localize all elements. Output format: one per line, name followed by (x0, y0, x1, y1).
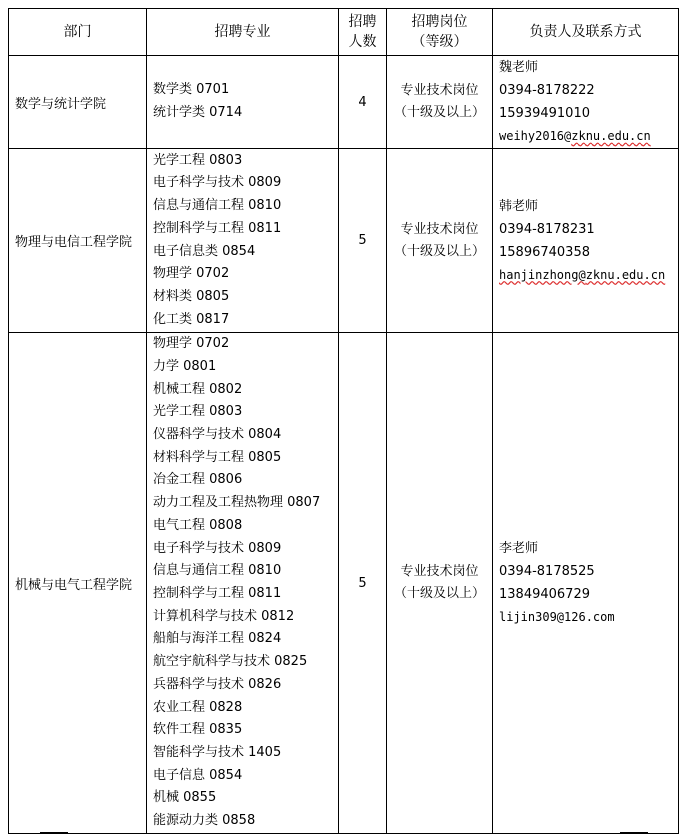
major-item: 材料科学与工程 0805 (153, 449, 282, 465)
major-item: 信息与通信工程 0810 (153, 563, 282, 579)
major-item: 船舶与海洋工程 0824 (153, 631, 282, 647)
contact-email[interactable] (499, 125, 678, 148)
major-item: 信息与通信工程 0810 (153, 198, 282, 214)
footer-divider-left (40, 832, 68, 833)
contact-name: 韩老师 (499, 198, 539, 214)
table-row (9, 149, 679, 333)
dept-cell: 机械与电气工程学院 (9, 333, 147, 834)
major-item: 数学类 0701 (153, 82, 230, 98)
contact-email[interactable] (499, 264, 678, 287)
major-item: 控制科学与工程 0811 (153, 220, 282, 236)
header-position-line2: （等级） (411, 34, 468, 50)
count-cell: 5 (339, 333, 387, 834)
header-position-line1: 招聘岗位 (411, 14, 468, 30)
position-cell (387, 333, 493, 834)
major-item: 物理学 0702 (153, 336, 230, 352)
major-item: 软件工程 0835 (153, 722, 243, 738)
contact-phone: 0394-8178222 (499, 83, 595, 98)
major-item: 航空宇航科学与技术 0825 (153, 654, 308, 670)
major-item: 农业工程 0828 (153, 699, 243, 715)
header-count-line2: 人数 (348, 34, 377, 50)
count-cell: 4 (339, 56, 387, 149)
major-item: 智能科学与技术 1405 (153, 744, 282, 760)
position-cell (387, 149, 493, 333)
header-position (387, 9, 493, 56)
major-item: 电子信息 0854 (153, 767, 243, 783)
major-item: 光学工程 0803 (153, 152, 243, 168)
majors-cell (147, 56, 339, 149)
contact-phone: 0394-8178231 (499, 221, 595, 237)
major-item: 机械工程 0802 (153, 381, 243, 397)
contact-mobile: 15896740358 (499, 244, 590, 260)
header-row (9, 9, 679, 56)
contact-name: 魏老师 (499, 60, 539, 75)
dept-cell: 数学与统计学院 (9, 56, 147, 149)
header-count-line1: 招聘 (348, 14, 377, 30)
contact-cell (493, 333, 679, 834)
header-major: 招聘专业 (147, 9, 339, 56)
major-item: 兵器科学与技术 0826 (153, 676, 282, 692)
major-item: 机械 0855 (153, 790, 217, 806)
position-line2: （十级及以上） (393, 243, 485, 259)
email-user: hanjinzhong@ (499, 267, 586, 282)
major-item: 冶金工程 0806 (153, 472, 243, 488)
contact-mobile: 13849406729 (499, 587, 590, 602)
table-row (9, 56, 679, 149)
footer-divider-right (620, 832, 648, 833)
contact-phone: 0394-8178525 (499, 564, 595, 579)
table-row (9, 333, 679, 834)
major-item: 计算机科学与技术 0812 (153, 608, 295, 624)
major-item: 物理学 0702 (153, 266, 230, 282)
contact-email[interactable]: lijin309@126.com (499, 610, 615, 624)
major-item: 材料类 0805 (153, 288, 230, 304)
dept-cell: 物理与电信工程学院 (9, 149, 147, 333)
major-item: 电子科学与技术 0809 (153, 540, 282, 556)
email-domain: zknu.edu.cn (571, 129, 651, 143)
recruitment-table (8, 8, 679, 834)
position-line1: 专业技术岗位 (400, 83, 479, 98)
major-item: 仪器科学与技术 0804 (153, 427, 282, 443)
major-item: 统计学类 0714 (153, 105, 243, 120)
contact-cell (493, 149, 679, 333)
count-cell: 5 (339, 149, 387, 333)
position-line1: 专业技术岗位 (400, 221, 479, 237)
header-count (339, 9, 387, 56)
major-item: 化工类 0817 (153, 311, 230, 327)
email-domain: zknu.edu.cn (585, 267, 666, 282)
majors-cell (147, 149, 339, 333)
header-dept: 部门 (9, 9, 147, 56)
major-item: 控制科学与工程 0811 (153, 586, 282, 601)
major-item: 电子信息类 0854 (153, 243, 256, 259)
position-line2: （十级及以上） (393, 105, 485, 120)
major-item: 能源动力类 0858 (153, 813, 256, 829)
contact-name: 李老师 (499, 541, 539, 556)
major-item: 电子科学与技术 0809 (153, 175, 282, 191)
major-item: 动力工程及工程热物理 0807 (153, 495, 321, 511)
position-line2: （十级及以上） (393, 586, 485, 601)
position-cell (387, 56, 493, 149)
position-line1: 专业技术岗位 (400, 564, 479, 579)
contact-mobile: 15939491010 (499, 106, 590, 121)
major-item: 电气工程 0808 (153, 517, 243, 533)
major-item: 力学 0801 (153, 358, 217, 374)
header-contact: 负责人及联系方式 (493, 9, 679, 56)
email-user: weihy2016@ (499, 129, 572, 143)
major-item: 光学工程 0803 (153, 404, 243, 420)
contact-cell (493, 56, 679, 149)
majors-cell (147, 333, 339, 834)
